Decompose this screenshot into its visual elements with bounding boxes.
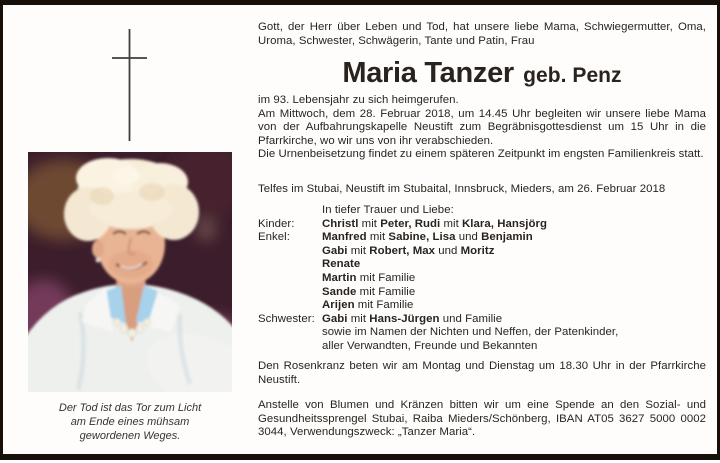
intro-text: Gott, der Herr über Leben und Tod, hat unsere liebe Mama, Schwiegermutter, Oma, Uroma, Schwester, Schwägerin, Tante und Patin, Frau — [258, 21, 706, 47]
family-names: Renate — [322, 258, 361, 271]
urn-note-text: Die Urnenbeisetzung findet zu einem späteren Zeitpunkt im engsten Familienkreis statt. — [258, 148, 704, 161]
family-role-label — [258, 245, 322, 259]
family-role-label — [258, 286, 322, 300]
family-role-label — [258, 272, 322, 286]
family-role-label: Schwester: — [258, 312, 315, 325]
mourning-header: In tiefer Trauer und Liebe: — [322, 204, 454, 216]
quote-line-3: gewordenen Weges. — [79, 430, 181, 442]
deceased-name-main: Maria Tanzer — [342, 57, 514, 89]
family-names: Gabi mit Hans-Jürgen und Familie — [322, 312, 503, 325]
family-role-label — [258, 258, 322, 272]
deceased-name — [258, 55, 706, 97]
family-list — [258, 218, 706, 354]
quote-line-2: am Ende eines mühsam — [70, 416, 190, 428]
family-line — [258, 313, 706, 327]
family-names: Gabi mit Robert, Max und Moritz — [322, 244, 495, 257]
family-section — [258, 204, 706, 354]
notice-body — [258, 5, 706, 454]
rosary-text: Den Rosenkranz beten wir am Montag und Dienstag um 18.30 Uhr in der Pfarrkirche Neustift. — [258, 360, 706, 386]
family-names: Sande mit Familie — [322, 285, 416, 298]
announcement-block — [258, 94, 706, 162]
family-role-label: Kinder: — [258, 217, 295, 230]
family-line — [258, 245, 706, 259]
family-line — [258, 326, 706, 340]
family-line — [258, 299, 706, 313]
cross-icon — [107, 25, 151, 145]
donation-text: Anstelle von Blumen und Kränzen bitten wir um eine Spende an den Sozial- und Gesundheitssprengel Stubai, Raiba Mieders/Schönberg, IBAN AT05 3627 5000 0002 3044, Verwendungszweck: „Tanzer Maria“. — [258, 399, 706, 439]
called-home-text: im 93. Lebensjahr zu sich heimgerufen. — [258, 94, 459, 106]
family-line — [258, 218, 706, 232]
family-line — [258, 340, 706, 354]
family-names: Martin mit Familie — [322, 271, 416, 284]
family-line — [258, 258, 706, 272]
funeral-details-text: Am Mittwoch, dem 28. Februar 2018, um 14.45 Uhr begleiten wir unsere liebe Mama von der Aufbahrungskapelle Neustift zum Begräbnisgottesdienst um 15 Uhr in die Pfarrkirche, wo wir uns von ihr verabschieden. — [258, 107, 706, 147]
portrait-photo — [28, 152, 232, 392]
family-line — [258, 231, 706, 245]
family-names: Arijen mit Familie — [322, 299, 414, 312]
family-role-label — [258, 299, 322, 313]
family-names: sowie im Namen der Nichten und Neffen, der Patenkinder, — [322, 326, 619, 339]
deceased-name-maiden: geb. Penz — [523, 64, 622, 87]
family-line — [258, 286, 706, 300]
family-names: Manfred mit Sabine, Lisa und Benjamin — [322, 231, 533, 244]
family-line — [258, 272, 706, 286]
family-names: aller Verwandten, Freunde und Bekannten — [322, 339, 538, 352]
family-names: Christl mit Peter, Rudi mit Klara, Hansjörg — [322, 217, 547, 230]
family-role-label — [258, 326, 322, 340]
quote-line-1: Der Tod ist das Tor zum Licht — [58, 402, 202, 414]
places-date-line: Telfes im Stubai, Neustift im Stubaital, Innsbruck, Mieders, am 26. Februar 2018 — [258, 183, 666, 195]
family-role-label — [258, 340, 322, 354]
memorial-quote — [13, 401, 247, 443]
family-role-label: Enkel: — [258, 231, 290, 244]
